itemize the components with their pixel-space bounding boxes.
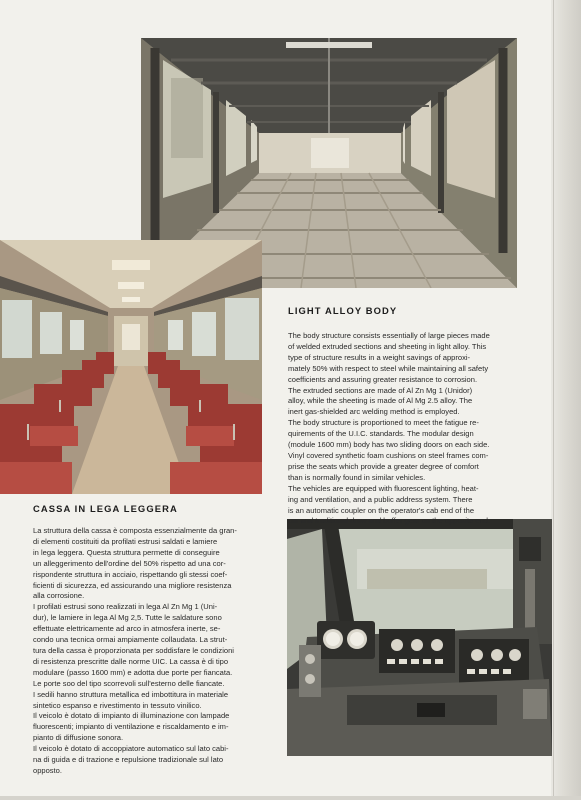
italian-text-line: La struttura della cassa è composta essenzialmente da gran-	[33, 526, 237, 535]
english-text-line: The vehicles are equipped with fluorescent lighting, heat-	[288, 483, 479, 493]
english-text-line: (module 1600 mm) body has two sliding doors on each side.	[288, 440, 490, 450]
italian-text-line: rispondente struttura in acciaio, rispettando gli stessi coef-	[33, 569, 228, 579]
italian-text-line: tura della cassa è proporzionata per soddisfare le condizioni	[33, 645, 234, 655]
english-text-line: than is normally found in similar vehicles.	[288, 472, 426, 482]
italian-text-line: na di guida e di trazione e repulsione tradizionale sul lato	[33, 755, 224, 765]
english-text-line: type of structure results in a weight savings of approxi-	[288, 352, 471, 362]
italian-text-line: dur), le lamiere in lega Al Mg 2,5. Tutte le saldature sono	[33, 613, 222, 623]
italian-text-line: Il veicolo è dotato di impianto di illuminazione con lampade	[33, 711, 230, 721]
italian-text-line: sintetico espanso e rivestimento in tessuto vinilico.	[33, 700, 202, 710]
italian-heading: CASSA IN LEGA LEGGERA	[33, 503, 178, 514]
drivers-cab-photo	[287, 519, 552, 756]
english-heading: LIGHT ALLOY BODY	[288, 305, 398, 316]
english-text-line: ing and ventilation, and a public address system. There	[288, 494, 473, 504]
italian-text-line: condo una tecnica ormai ampiamente collaudata. La strut-	[33, 635, 228, 645]
english-text-line: mately 50% with respect to steel while maintaining all safety	[288, 363, 489, 373]
italian-text-line: modulare (passo 1600 mm) e adotta due porte per fiancata.	[33, 667, 233, 677]
english-text-line: The body structure is proportioned to meet the fatigue re-	[288, 418, 479, 428]
english-text-line: alloy, while the sheeting is made of Al Mg 2.5 alloy. The	[288, 396, 473, 406]
english-text-line: of welded extruded sections and sheeting in light alloy. This	[288, 341, 487, 351]
english-text-line: car and traditional draw and buffer gear on the opposite end.	[288, 516, 491, 526]
italian-text-line: pianto di diffusione sonora.	[33, 733, 124, 743]
english-text-line: quirements of the U.I.C. standards. The modular design	[288, 429, 474, 439]
english-text-line: prise the seats which provide a greater degree of comfort	[288, 461, 479, 471]
italian-text-line: fluorescenti; impianto di ventilazione e riscaldamento e im-	[33, 722, 229, 732]
page-bottom-shade	[0, 796, 581, 800]
italian-text-line: un alleggerimento dell'ordine del 50% rispetto ad una cor-	[33, 558, 226, 568]
italian-text-line: di elementi costituiti da profilati estrusi saldati e lamiere	[33, 536, 218, 546]
english-text-line: inert gas-shielded arc welding method is employed.	[288, 407, 460, 417]
italian-text-line: di resistenza prescritte dalle norme UIC. La cassa è di tipo	[33, 656, 229, 666]
english-text-line: coefficients and assuring greater resistance to corrosion.	[288, 374, 478, 384]
italian-text-line: alla corrosione.	[33, 591, 85, 601]
italian-text-line: Le porte soo del tipo scorrevoli sull'esterno delle fiancate.	[33, 678, 225, 688]
english-body-text	[288, 331, 518, 527]
italian-text-line: in lega leggera. Questa struttura permette di conseguire	[33, 547, 220, 557]
italian-text-line: I profilati estrusi sono realizzati in lega Al Zn Mg 1 (Uni-	[33, 602, 218, 612]
passenger-interior-photo	[0, 240, 262, 494]
english-text-line: The body structure consists essentially of large pieces made	[288, 331, 490, 340]
english-text-line: Vinyl covered synthetic foam cushions on steel frames com-	[288, 450, 489, 460]
english-text-line: The extruded sections are made of Al Zn Mg 1 (Unidor)	[288, 385, 473, 395]
italian-text-line: ficienti di sicurezza, ed assicurando una migliore resistenza	[33, 580, 232, 590]
italian-text-line: effettuate elettricamente ad arco in atmosfera inerte, se-	[33, 624, 221, 634]
italian-body-text	[33, 526, 268, 777]
english-text-line: is an automatic coupler on the operator's cab end of the	[288, 505, 475, 515]
page-edge	[551, 0, 581, 800]
italian-text-line: opposto.	[33, 765, 62, 775]
italian-text-line: Il veicolo è dotato di accoppiatore automatico sul lato cabi-	[33, 744, 229, 754]
italian-text-line: I sedili hanno struttura metallica ed imbottitura in materiale	[33, 689, 229, 699]
